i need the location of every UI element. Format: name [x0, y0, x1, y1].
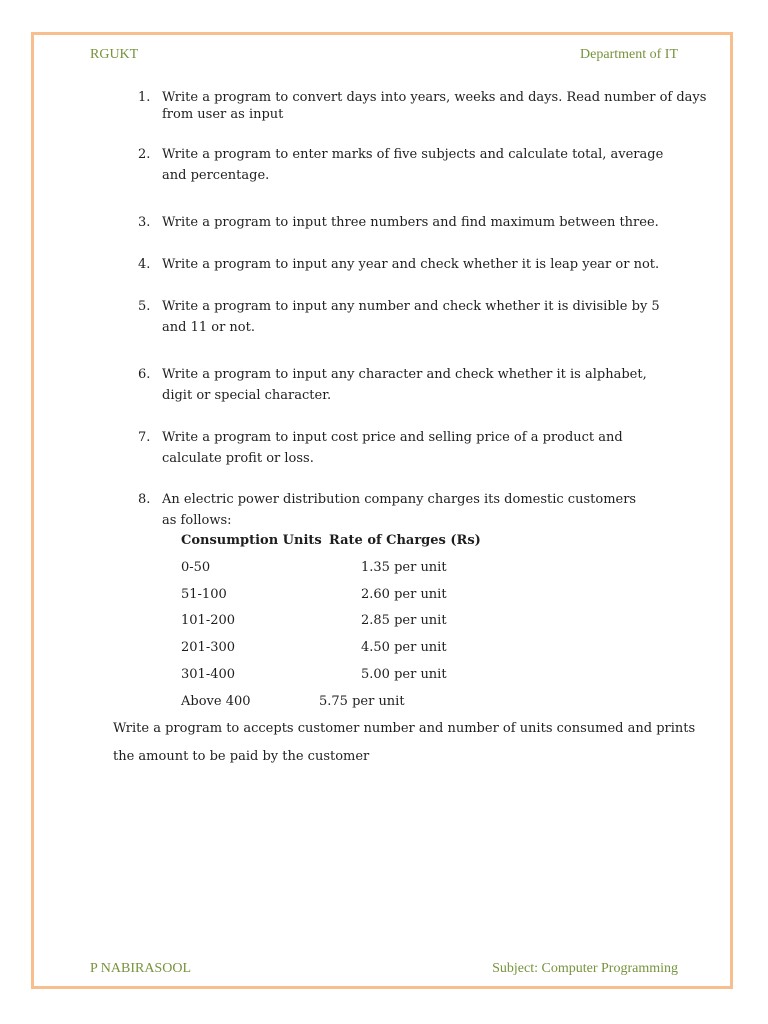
footer-left: P NABIRASOOL — [90, 961, 191, 976]
question-line: and percentage. — [162, 168, 270, 183]
question-line: Write a program to input any year and check whether it is leap year or not. — [162, 257, 660, 272]
closing-line-1: Write a program to accepts customer number and number of units consumed and prints — [113, 721, 696, 736]
table-cell-units: 0-50 — [181, 560, 211, 575]
table-cell-units: 101-200 — [181, 613, 236, 628]
header-right: Department of IT — [580, 47, 678, 62]
question-line: and 11 or not. — [162, 320, 255, 335]
closing-line-2: the amount to be paid by the customer — [113, 749, 370, 764]
table-cell-units: 201-300 — [181, 640, 236, 655]
question-line: digit or special character. — [162, 388, 332, 403]
question-line: Write a program to enter marks of five subjects and calculate total, average — [162, 147, 664, 162]
table-cell-rate: 2.85 per unit — [361, 613, 447, 628]
question-number: 4. — [138, 257, 151, 272]
question-line: An electric power distribution company charges its domestic customers — [162, 492, 637, 507]
table-cell-units: Above 400 — [181, 694, 251, 709]
table-cell-rate: 5.75 per unit — [319, 694, 405, 709]
question-line: Write a program to input any number and check whether it is divisible by 5 — [162, 299, 660, 314]
question-number: 3. — [138, 215, 151, 230]
question-line: from user as input — [162, 107, 284, 122]
question-line: Write a program to input any character and check whether it is alphabet, — [162, 367, 647, 382]
table-cell-rate: 5.00 per unit — [361, 667, 447, 682]
table-header-rate: Rate of Charges (Rs) — [329, 533, 481, 548]
table-cell-units: 301-400 — [181, 667, 236, 682]
question-line: as follows: — [162, 513, 232, 528]
table-cell-rate: 4.50 per unit — [361, 640, 447, 655]
question-line: calculate profit or loss. — [162, 451, 314, 466]
table-cell-rate: 2.60 per unit — [361, 587, 447, 602]
footer-right: Subject: Computer Programming — [492, 961, 678, 976]
question-number: 5. — [138, 299, 151, 314]
question-line: Write a program to input cost price and selling price of a product and — [162, 430, 623, 445]
table-cell-rate: 1.35 per unit — [361, 560, 447, 575]
question-number: 1. — [138, 90, 151, 105]
question-line: Write a program to input three numbers and find maximum between three. — [162, 215, 659, 230]
table-header-units: Consumption Units — [181, 533, 322, 548]
header-left: RGUKT — [90, 47, 139, 62]
question-number: 6. — [138, 367, 151, 382]
question-number: 7. — [138, 430, 151, 445]
page-border — [31, 32, 733, 989]
question-line: Write a program to convert days into years, weeks and days. Read number of days — [162, 90, 707, 105]
question-number: 2. — [138, 147, 151, 162]
question-number: 8. — [138, 492, 151, 507]
table-cell-units: 51-100 — [181, 587, 227, 602]
